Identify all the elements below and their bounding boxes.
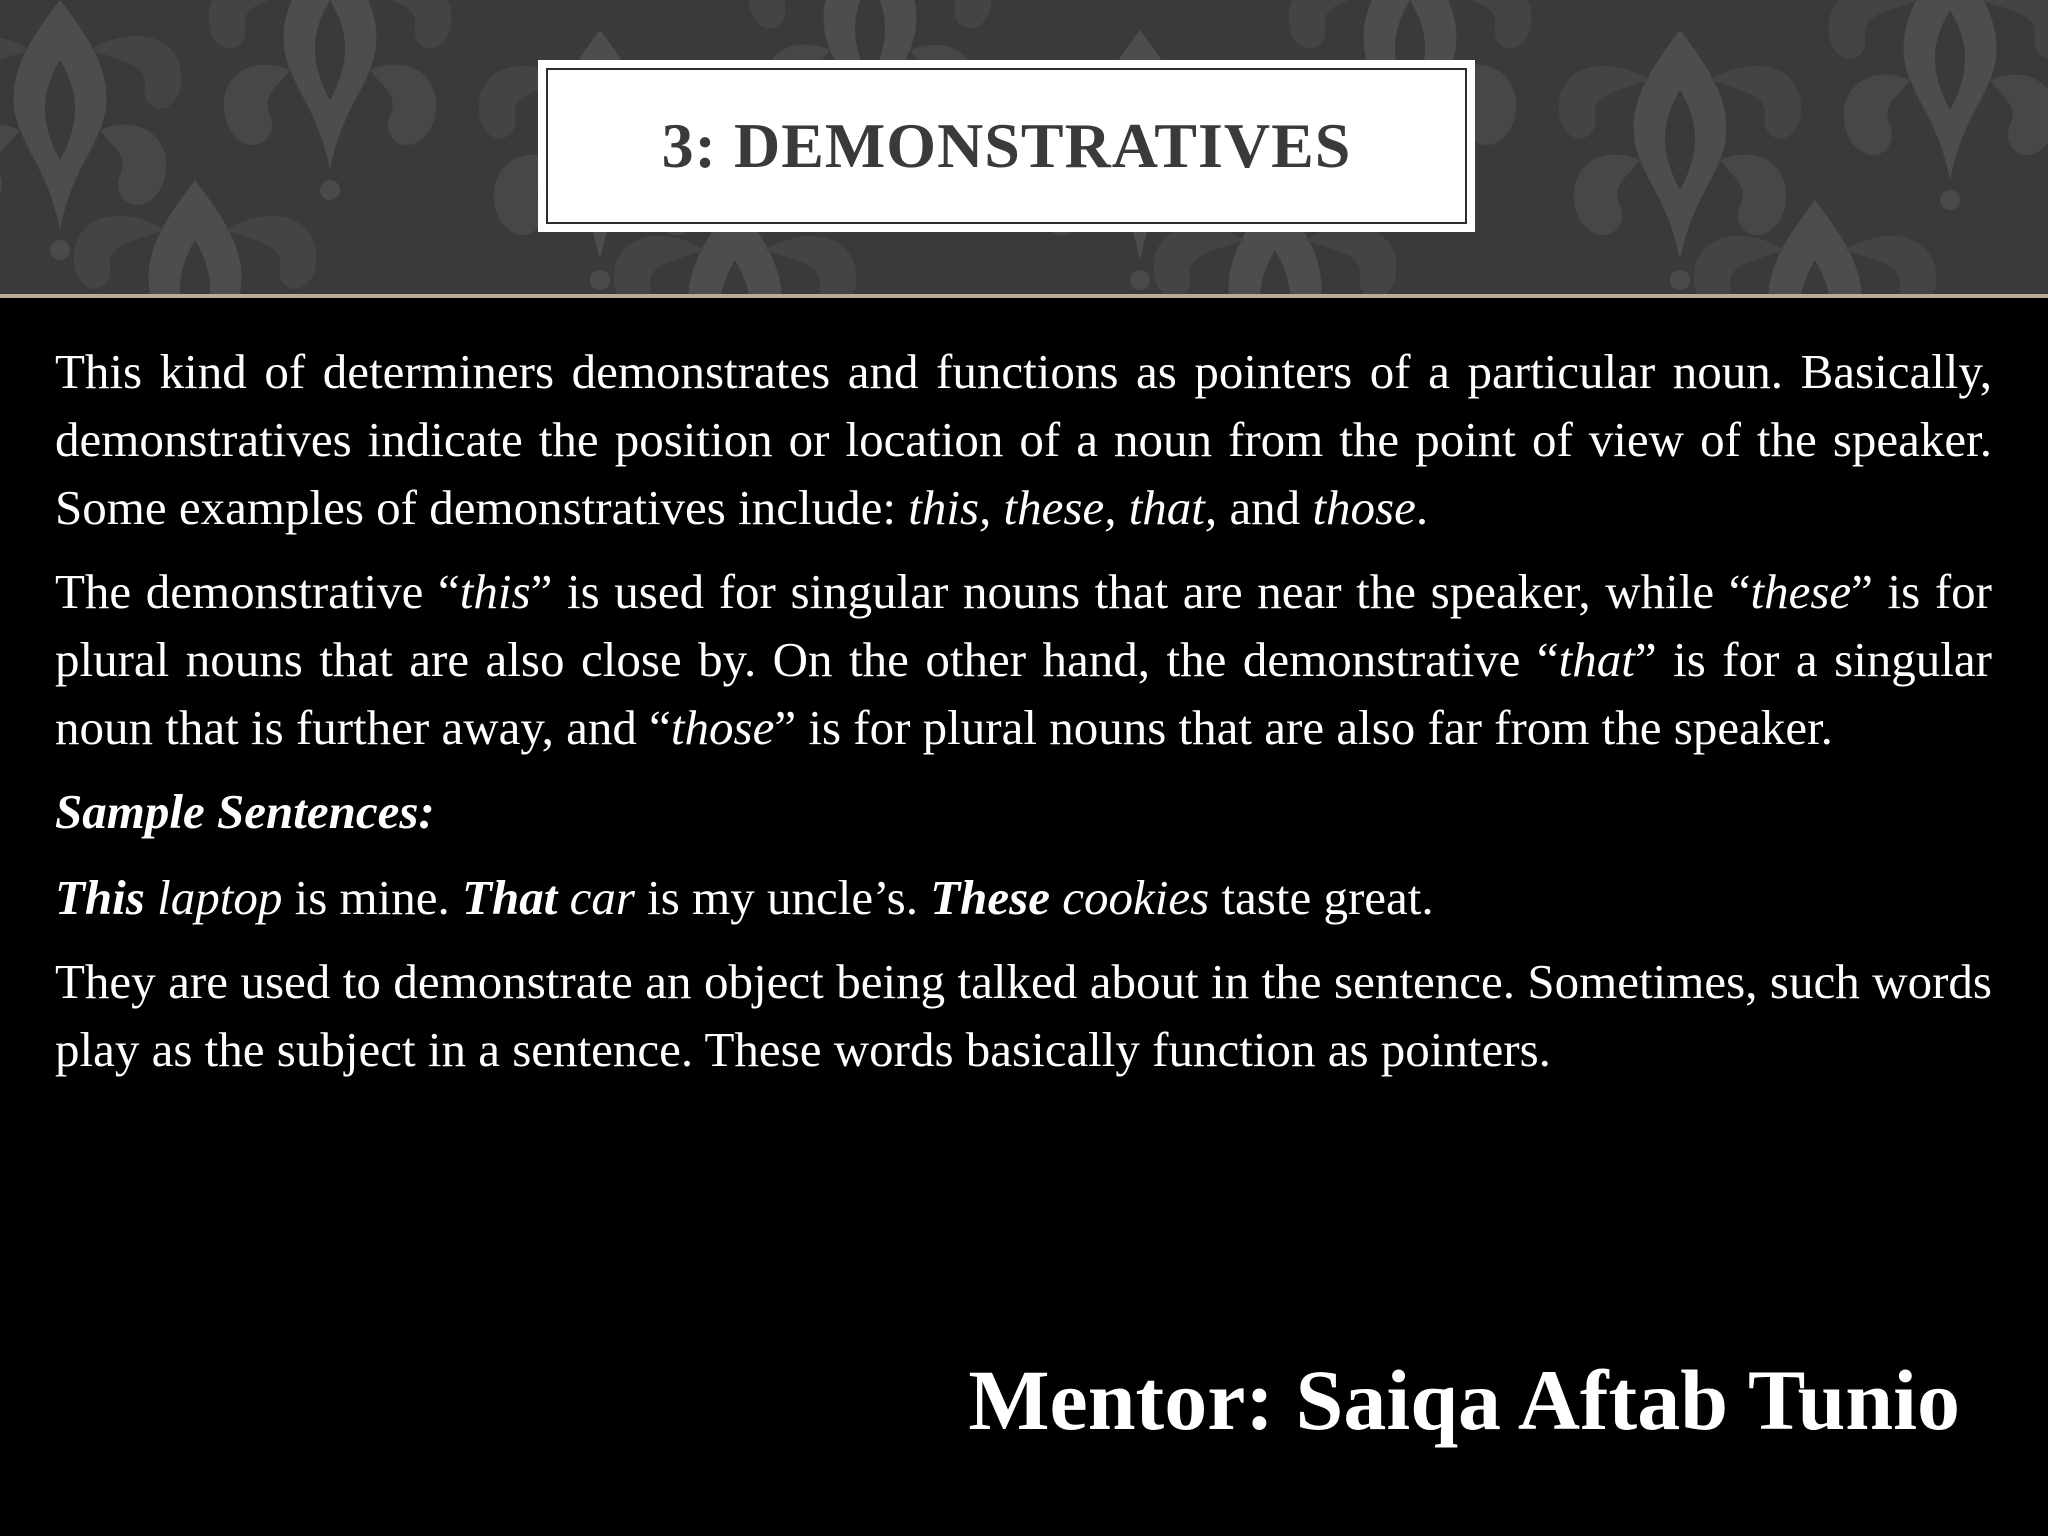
- intro-examples: this, these, that,: [908, 480, 1218, 535]
- sample-sentences-heading: Sample Sentences:: [55, 784, 435, 839]
- sample-rest: taste great.: [1209, 870, 1434, 925]
- usage-text-1: The demonstrative “: [55, 564, 460, 619]
- usage-text-4: ” is for a singular noun that is further away, and “: [55, 632, 1992, 755]
- slide-title: 3: DEMONSTRATIVES: [661, 110, 1352, 181]
- sample-sentences: [55, 864, 1992, 932]
- summary-paragraph: They are used to demonstrate an object being talked about in the sentence. Sometimes, such words play as the subject in a sentence. These words basically function as pointers.: [55, 954, 1992, 1077]
- sample-rest: is my uncle’s.: [634, 870, 931, 925]
- intro-example-those: those: [1312, 480, 1416, 535]
- intro-end: .: [1415, 480, 1429, 535]
- sample-noun: cookies: [1062, 870, 1210, 925]
- usage-word-this: this: [459, 564, 531, 619]
- sample-noun: laptop: [157, 870, 283, 925]
- usage-word-that: that: [1558, 632, 1635, 687]
- usage-word-these: these: [1750, 564, 1852, 619]
- sample-det: This: [55, 870, 145, 925]
- usage-text-2: ” is used for singular nouns that are near the speaker, while “: [530, 564, 1751, 619]
- sample-rest: is mine.: [282, 870, 463, 925]
- mentor-credit: Mentor: Saiqa Aftab Tunio: [968, 1352, 1960, 1448]
- intro-text: This kind of determiners demonstrates and functions as pointers of a particular noun. Basically, demonstratives indicate the position or location of a noun from the point of view of the speaker. Some examples of demonstratives include:: [55, 344, 1992, 535]
- sample-noun: car: [569, 870, 635, 925]
- sample-det: These: [930, 870, 1050, 925]
- title-box: [538, 60, 1475, 232]
- usage-text-3: ” is for plural nouns that are also close by. On the other hand, the demonstrative “: [55, 564, 1993, 687]
- intro-and: and: [1217, 480, 1313, 535]
- header-divider: [0, 294, 2048, 298]
- intro-paragraph: [55, 338, 1992, 542]
- sample-det: That: [462, 870, 558, 925]
- usage-text-5: ” is for plural nouns that are also far from the speaker.: [774, 700, 1833, 755]
- usage-paragraph: [55, 558, 1992, 762]
- slide-body: [55, 338, 1992, 1100]
- usage-word-those: those: [670, 700, 775, 755]
